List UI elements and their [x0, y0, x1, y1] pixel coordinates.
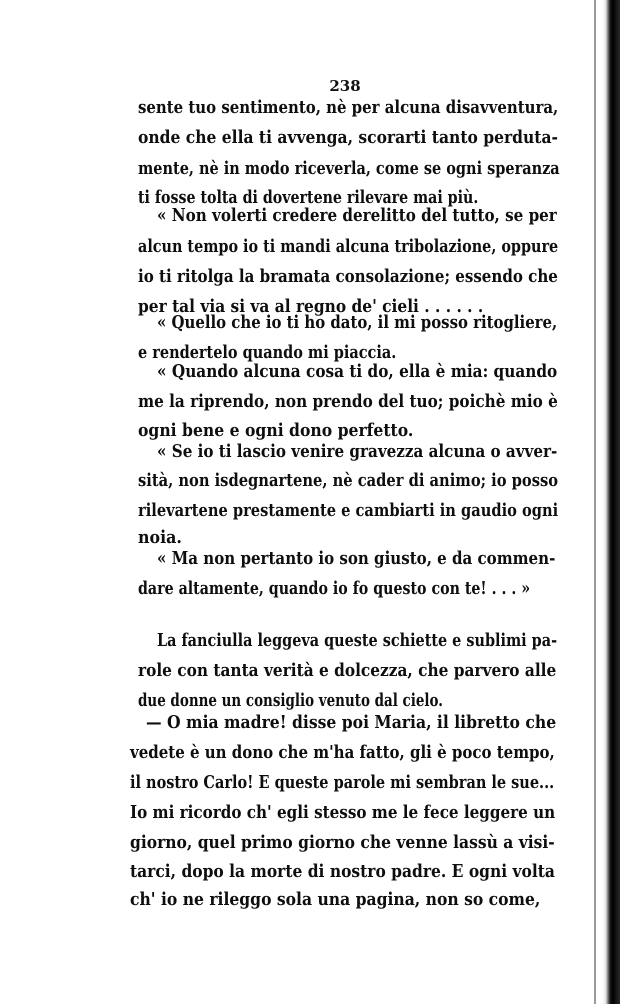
page-edge-line [594, 0, 596, 1004]
page-binding-shadow [602, 0, 620, 1004]
text-line: Io mi ricordo ch' egli stesso me le fece leggere un [130, 802, 556, 823]
text-line: ch' io ne rileggo sola una pagina, non so come, [130, 889, 541, 910]
text-line: « Quando alcuna cosa ti do, ella è mia: quando [157, 361, 558, 382]
text-line: ogni bene e ogni dono perfetto. [138, 420, 414, 441]
text-line: giorno, quel primo giorno che venne lassù a visi- [130, 832, 555, 853]
text-line: role con tanta verità e dolcezza, che parvero alle [138, 660, 557, 681]
text-line: dare altamente, quando io fo questo con te! . . . » [138, 578, 531, 599]
text-line: « Se io ti lascio venire gravezza alcuna o avver- [157, 441, 558, 462]
text-line: « Non volerti credere derelitto del tutto, se per [157, 205, 557, 226]
text-line: sità, non isdegnartene, nè cader di animo; io posso [138, 470, 559, 491]
text-line: tarci, dopo la morte di nostro padre. E ogni volta [130, 861, 555, 882]
text-line: il nostro Carlo! E queste parole mi sembran le sue... [130, 772, 555, 793]
text-line: — O mia madre! disse poi Maria, il libretto che [146, 712, 557, 733]
text-line: onde che ella ti avvenga, scorarti tanto perduta- [138, 127, 558, 148]
text-line: per tal via si va al regno de' cieli . . . . . . [138, 296, 484, 317]
text-line: « Quello che io ti ho dato, il mi posso ritogliere, [157, 312, 558, 333]
text-line: me la riprendo, non prendo del tuo; poichè mio è [138, 391, 558, 412]
page-number: 238 [329, 77, 361, 95]
text-line: « Ma non pertanto io son giusto, e da commen- [157, 548, 556, 569]
text-line: ti fosse tolta di dovertene rilevare mai più. [138, 187, 479, 208]
text-line: sente tuo sentimento, nè per alcuna disavventura, [138, 97, 559, 118]
text-line: alcun tempo io ti mandi alcuna tribolazione, oppure [138, 236, 559, 257]
text-line: vedete è un dono che m'ha fatto, gli è poco tempo, [130, 742, 555, 763]
text-line: due donne un consiglio venuto dal cielo. [138, 690, 443, 711]
text-line: noia. [138, 527, 182, 548]
text-line: mente, nè in modo riceverla, come se ogni speranza [138, 158, 560, 179]
text-line: io ti ritolga la bramata consolazione; essendo che [138, 266, 558, 287]
text-line: rilevartene prestamente e cambiarti in gaudio ogni [138, 500, 559, 521]
text-line: La fanciulla leggeva queste schiette e sublimi pa- [157, 630, 558, 651]
text-line: e rendertelo quando mi piaccia. [138, 342, 397, 363]
